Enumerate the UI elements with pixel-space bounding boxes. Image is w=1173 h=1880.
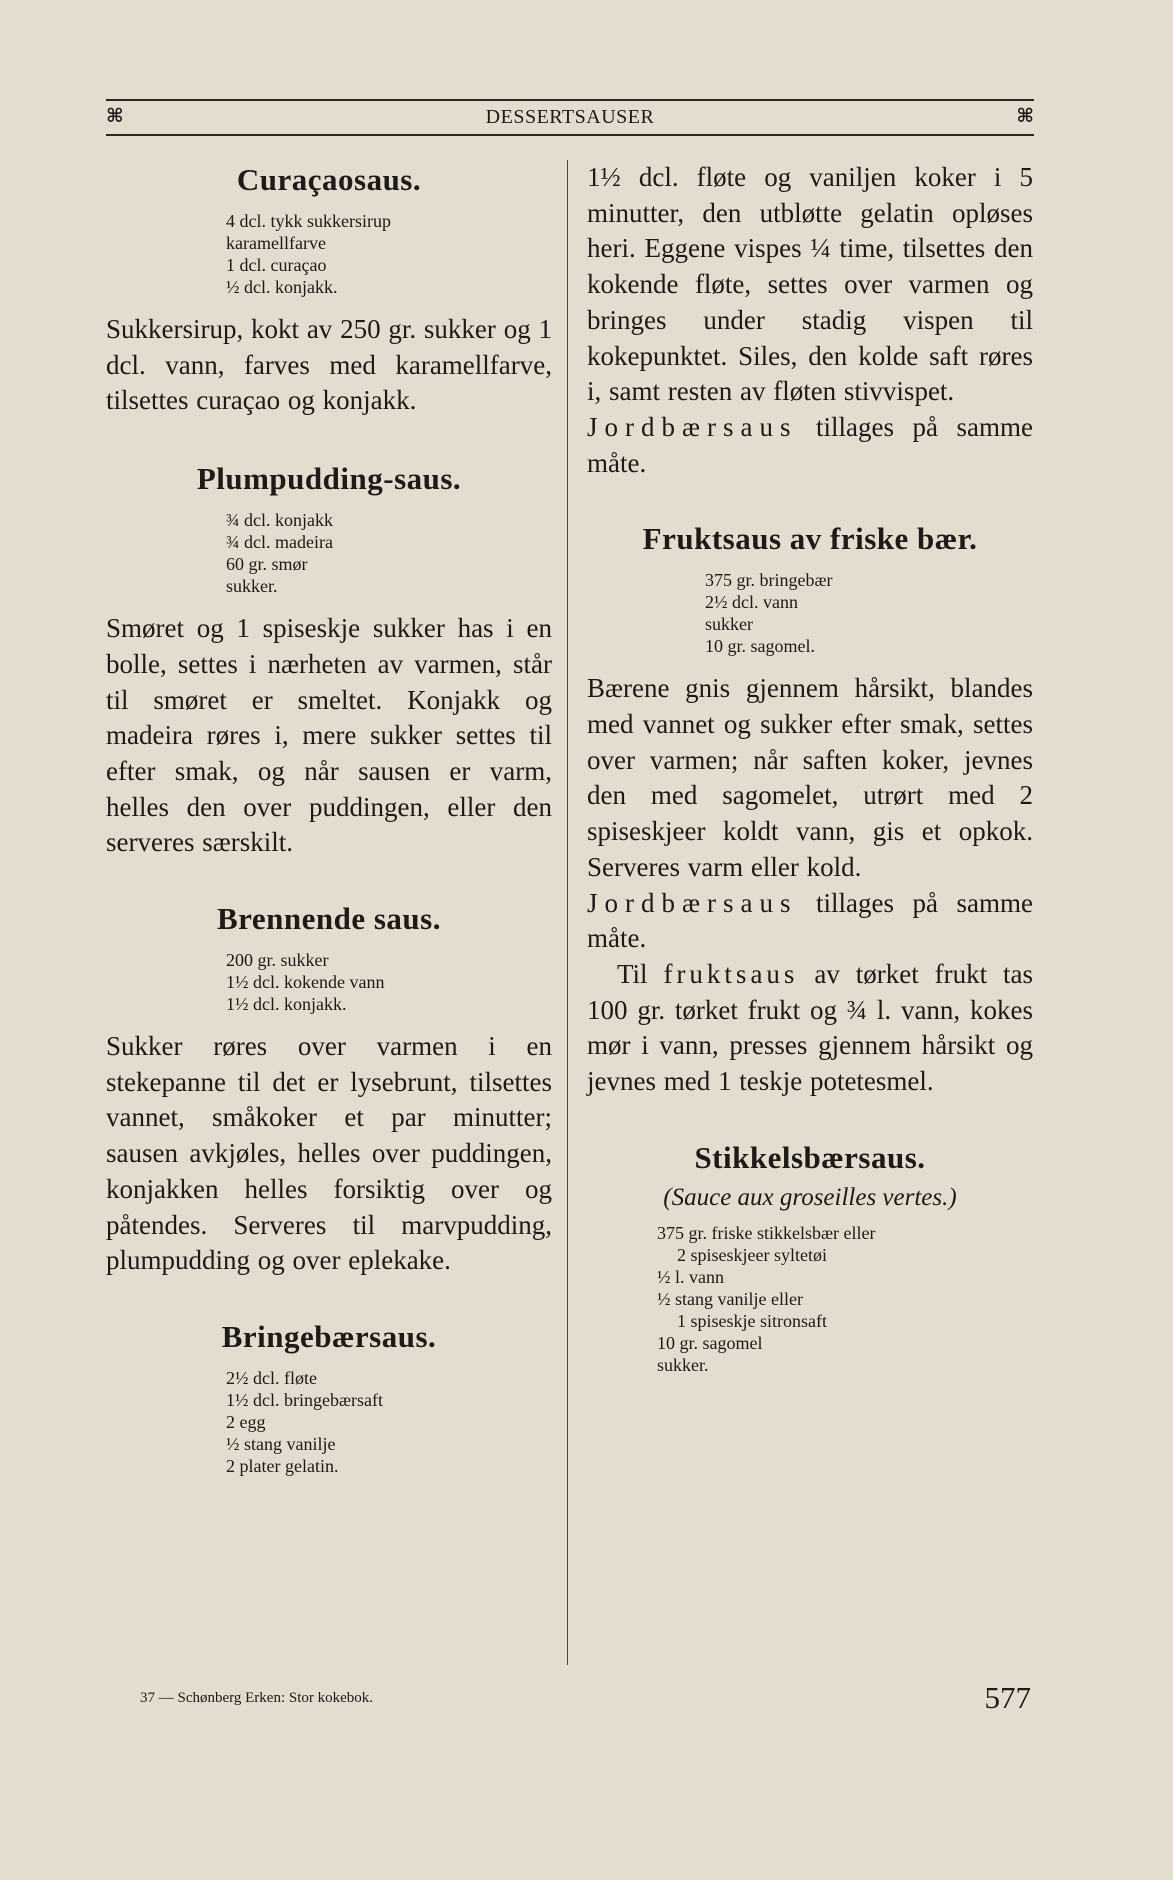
ingredient-list	[587, 1222, 1033, 1376]
ingredient-list	[106, 1367, 552, 1477]
ingredient: 2 spiseskjeer syltetøi	[677, 1244, 827, 1265]
ingredient: 2½ dcl. fløte	[226, 1367, 317, 1388]
recipe-fruktsaus	[587, 519, 1033, 1099]
ingredient: sukker.	[226, 576, 278, 597]
header-rule-top	[106, 99, 1034, 101]
running-header	[106, 99, 1034, 139]
ingredient: 200 gr. sukker	[226, 950, 329, 971]
ingredient: karamellfarve	[226, 233, 326, 253]
ingredient: 10 gr. sagomel.	[705, 636, 815, 657]
ingredient: sukker	[705, 614, 753, 635]
ingredient: ¾ dcl. konjakk	[226, 510, 333, 531]
variation-note	[587, 957, 1033, 1100]
recipe-stikkelsbaersaus	[587, 1138, 1033, 1376]
recipe-title: Fruktsaus av friske bær.	[642, 521, 978, 557]
column-divider	[567, 160, 568, 1665]
recipe-bringebaersaus	[106, 1317, 552, 1477]
header-ornament-right: ⌘	[1016, 105, 1034, 127]
note-text: tillages på samme måte.	[587, 411, 1033, 478]
note-text: Til	[617, 958, 664, 989]
recipe-instructions: Bærene gnis gjennem hårsikt, blandes med vannet og sukker efter smak, settes over varmen; når saften koker, jevnes den med sagomelet, utrørt med 2 spiseskjeer koldt vann, gis et opkok. Serveres varm eller kold.	[587, 673, 1033, 882]
ingredient-list	[106, 509, 552, 597]
header-ornament-left: ⌘	[106, 105, 124, 127]
recipe-instructions-continued: 1½ dcl. fløte og vaniljen koker i 5 minutter, den utbløtte gelatin opløses heri. Eggene vispes ¼ time, tilsettes den kokende fløte, settes over varmen og bringes under stadig vispen til kokepunktet. Siles, den kolde saft røres i, samt resten av fløten stivvispet.	[587, 162, 1033, 407]
ingredient: sukker.	[657, 1354, 709, 1375]
ingredient: 60 gr. smør	[226, 554, 308, 575]
ingredient: 375 gr. bringebær	[705, 570, 833, 591]
note-text: av tørket frukt tas 100 gr. tørket frukt og ¾ l. vann, kokes mør i vann, presses gjennem hårsikt og jevnes med 1 teskje potetesmel.	[587, 958, 1033, 1097]
recipe-instructions: Smøret og 1 spiseskje sukker has i en bolle, settes i nærheten av varmen, står til smøret er smeltet. Konjakk og madeira røres i, mere sukker settes til efter smak, og når sausen er varm, helles den over puddingen, eller den serveres særskilt.	[106, 613, 552, 858]
variation-note	[587, 410, 1033, 481]
page-number: 577	[984, 1680, 1031, 1715]
variation-note	[587, 886, 1033, 957]
left-column	[106, 160, 552, 1477]
recipe-title: Brennende saus.	[217, 901, 441, 937]
ingredient: 1½ dcl. kokende vann	[226, 972, 385, 993]
ingredient: 2½ dcl. vann	[705, 592, 798, 613]
ingredient: 1½ dcl. bringebærsaft	[226, 1389, 383, 1410]
ingredient: 4 dcl. tykk sukkersirup	[226, 211, 391, 231]
header-title: DESSERTSAUSER	[485, 106, 655, 128]
ingredient: ½ stang vanilje eller	[657, 1288, 803, 1309]
ingredient-list	[106, 949, 552, 1015]
recipe-title: Stikkelsbærsaus.	[694, 1139, 926, 1175]
ingredient-list	[587, 569, 1033, 657]
spaced-term: Jordbærsaus	[587, 411, 798, 442]
ingredient: ¾ dcl. madeira	[226, 532, 333, 553]
ingredient: 1½ dcl. konjakk.	[226, 994, 347, 1015]
ingredient: 1 dcl. curaçao	[226, 255, 327, 275]
ingredient: 2 plater gelatin.	[226, 1455, 339, 1476]
footer-signature: 37 — Schønberg Erken: Stor kokebok.	[140, 1690, 374, 1706]
spaced-term: Jordbærsaus	[587, 887, 798, 918]
ingredient: ½ stang vanilje	[226, 1433, 336, 1454]
ingredient-list	[106, 210, 552, 298]
ingredient: 10 gr. sagomel	[657, 1332, 763, 1353]
recipe-curacaosaus	[106, 160, 552, 419]
note-text: tillages på samme måte.	[587, 887, 1033, 954]
header-rule-bottom	[106, 134, 1034, 136]
recipe-instructions: Sukker røres over varmen i en stekepanne til det er lysebrunt, tilsettes vannet, småkoker et par minutter; sausen avkjøles, helles over puddingen, konjakken helles forsiktig over og påtendes. Serveres til marvpudding, plumpudding og over eplekake.	[106, 1031, 552, 1276]
ingredient: 375 gr. friske stikkelsbær eller	[657, 1222, 876, 1243]
recipe-plumpudding-saus	[106, 459, 552, 861]
recipe-title: Bringebærsaus.	[221, 1318, 437, 1354]
right-column	[587, 160, 1033, 1376]
recipe-title: Curaçaosaus.	[236, 162, 422, 197]
ingredient: 2 egg	[226, 1411, 266, 1432]
recipe-instructions: Sukkersirup, kokt av 250 gr. sukker og 1 dcl. vann, farves med karamellfarve, tilsettes curaçao og konjakk.	[106, 314, 552, 416]
recipe-title: Plumpudding-saus.	[196, 461, 462, 497]
spaced-term: fruktsaus	[663, 958, 799, 989]
ingredient: ½ dcl. konjakk.	[226, 277, 338, 297]
recipe-subtitle: (Sauce aux groseilles vertes.)	[663, 1183, 957, 1211]
ingredient: 1 spiseskje sitronsaft	[677, 1310, 827, 1331]
ingredient: ½ l. vann	[657, 1266, 724, 1287]
recipe-brennende-saus	[106, 899, 552, 1279]
